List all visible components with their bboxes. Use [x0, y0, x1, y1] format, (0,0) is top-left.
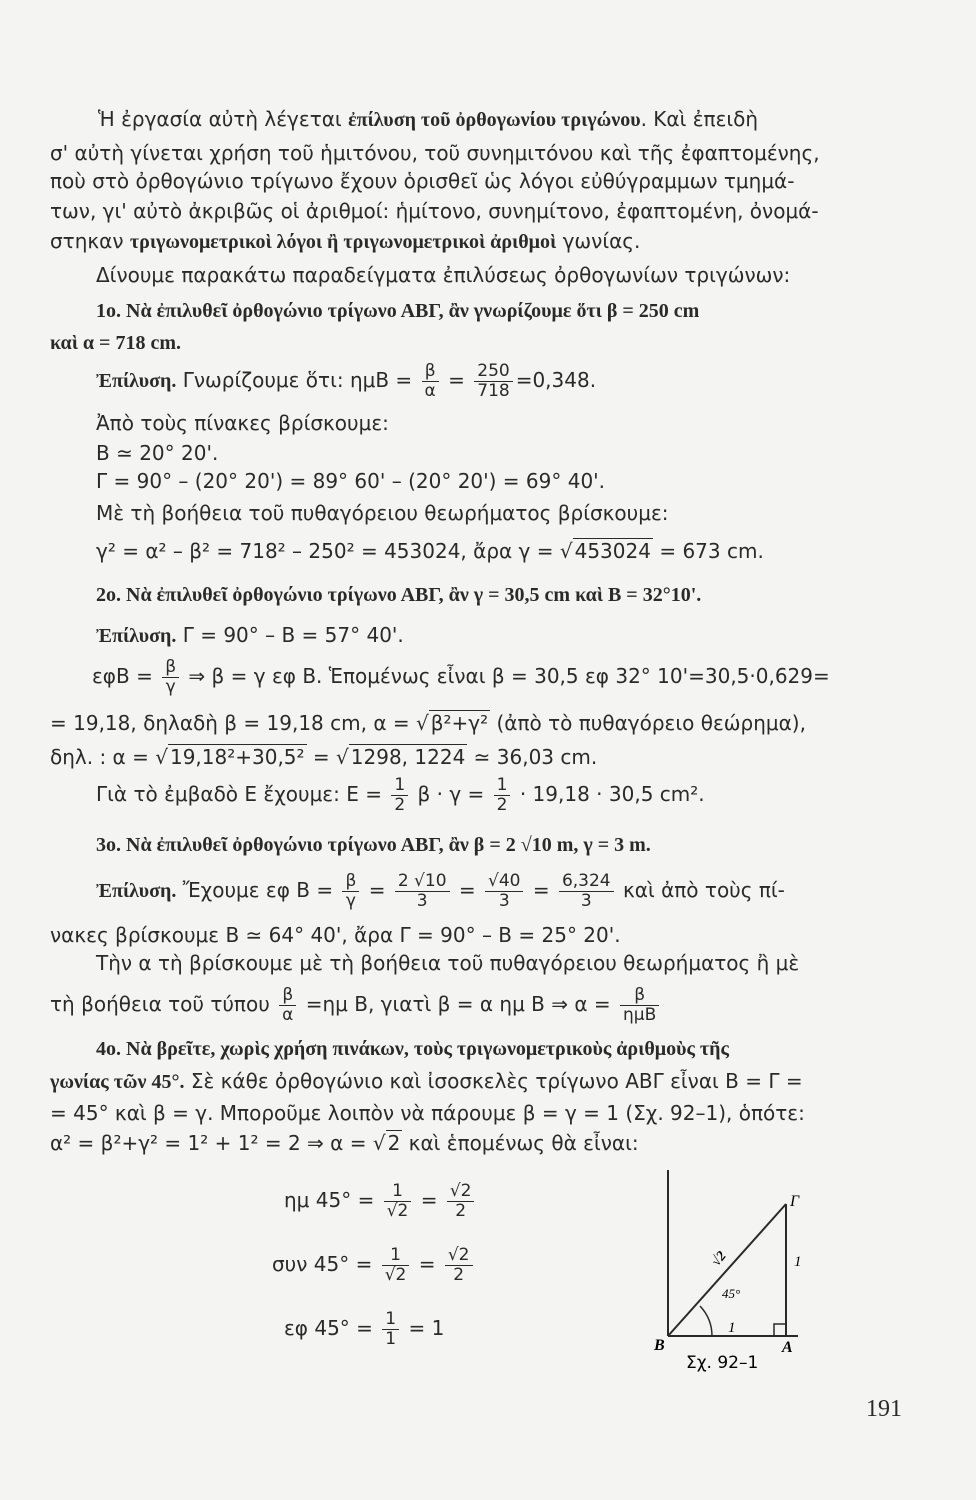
fraction: $\frac{250}{718}$ [474, 362, 512, 401]
side-label-right: 1 [794, 1254, 802, 1270]
example-4-line-4: α² = β²+γ² = 1² + 1² = 2 ⇒ α = √ 2 καὶ ἑπομένως θὰ εἶναι: [50, 1131, 639, 1155]
fraction: $\frac{2 √10}{3}$ [395, 872, 450, 911]
sin-45-formula: ημ 45° = $\frac{1}{√2}$ = $\frac{√2}{2}$ [284, 1178, 477, 1222]
fraction: $\frac{\beta}{\alpha}$ [422, 362, 439, 401]
fraction: $\frac{\beta}{\alpha}$ [279, 986, 296, 1025]
fraction: $\frac{1}{1}$ [382, 1310, 399, 1349]
intro-line-5: στηκαν τριγωνομετρικοὶ λόγοι ἢ τριγωνομετρικοὶ ἀριθμοὶ γωνίας. [50, 229, 641, 253]
fraction: $\frac{1}{2}$ [391, 776, 408, 815]
tan-45-formula: εφ 45° = $\frac{1}{1}$ = 1 [284, 1309, 445, 1349]
cos-45-formula: συν 45° = $\frac{1}{√2}$ = $\frac{√2}{2}$ [272, 1242, 476, 1286]
example-3-solution: Ἐπίλυση. Ἔχουμε εφ Β = $\frac{\beta}{\gamma}$ = $\frac{2 √10}{3}$ = $\frac{√40}{3}$ = $\frac{6,324}{3}$ καὶ ἀπὸ τοὺς πί- [96, 871, 785, 911]
page-number: 191 [866, 1396, 902, 1422]
example-1-line-5: Γ = 90° – (20° 20') = 89° 60' – (20° 20') = 69° 40'. [96, 469, 606, 493]
vertex-label-g: Γ [790, 1193, 800, 1210]
example-3-heading: 3ο. Νὰ ἐπιλυθεῖ ὀρθογώνιο τρίγωνο ΑΒΓ, ἂν β = 2 √10 m, γ = 3 m. [96, 834, 651, 856]
example-1-line-6: Μὲ τὴ βοήθεια τοῦ πυθαγόρειου θεωρήματος βρίσκουμε: [96, 501, 669, 525]
side-label-base: 1 [728, 1320, 736, 1336]
example-4-line-2: γωνίας τῶν 45°. Σὲ κάθε ὀρθογώνιο καὶ ἰσοσκελὲς τρίγωνο ΑΒΓ εἶναι Β = Γ = [50, 1069, 803, 1093]
fraction: $\frac{6,324}{3}$ [559, 872, 614, 911]
right-angle-mark [774, 1324, 786, 1336]
fraction: $\frac{1}{2}$ [494, 776, 511, 815]
example-1-solution: Ἐπίλυση. Γνωρίζουμε ὅτι: ημΒ = $\frac{\beta}{\alpha}$ = $\frac{250}{718}$ =0,348. [96, 361, 597, 401]
example-2-line-4: = 19,18, δηλαδὴ β = 19,18 cm, α = √ β²+γ² (ἀπὸ τὸ πυθαγόρειο θεώρημα), [50, 711, 806, 735]
fraction: $\frac{√2}{2}$ [447, 1182, 475, 1221]
figure-caption: Σχ. 92–1 [686, 1353, 759, 1373]
fraction: $\frac{1}{√2}$ [382, 1246, 410, 1285]
figure-right-triangle [640, 1160, 840, 1390]
triangle-hypotenuse [668, 1204, 786, 1336]
example-4-heading: 4ο. Νὰ βρεῖτε, χωρὶς χρήση πινάκων, τοὺς τριγωνομετρικοὺς ἀριθμοὺς τῆς [96, 1038, 729, 1060]
fraction: $\frac{√2}{2}$ [445, 1246, 473, 1285]
example-2-line-5: δηλ. : α = √ 19,18²+30,5² = √ 1298, 1224 ≃ 36,03 cm. [50, 745, 598, 769]
example-4-line-3: = 45° καὶ β = γ. Μποροῦμε λοιπὸν νὰ πάρουμε β = γ = 1 (Σχ. 92–1), ὁπότε: [50, 1101, 805, 1125]
fraction: $\frac{√40}{3}$ [485, 872, 523, 911]
angle-label: 45° [722, 1286, 741, 1301]
example-3-line-4: Τὴν α τὴ βρίσκουμε μὲ τὴ βοήθεια τοῦ πυθαγόρειου θεωρήματος ἢ μὲ [96, 951, 800, 975]
example-2-line-6: Γιὰ τὸ ἐμβαδὸ Ε ἔχουμε: Ε = $\frac{1}{2}$ β · γ = $\frac{1}{2}$ · 19,18 · 30,5 cm². [96, 775, 705, 815]
intro-line-6: Δίνουμε παρακάτω παραδείγματα ἐπιλύσεως ὀρθογωνίων τριγώνων: [96, 263, 791, 287]
vertex-label-a: Α [782, 1339, 793, 1356]
example-1-heading: 1ο. Νὰ ἐπιλυθεῖ ὀρθογώνιο τρίγωνο ΑΒΓ, ἂν γνωρίζουμε ὅτι β = 250 cm [96, 300, 700, 322]
fraction: $\frac{\beta}{\gamma}$ [162, 658, 179, 697]
side-label-hypotenuse: √2 [708, 1248, 730, 1270]
intro-line-4: των, γι' αὐτὸ ἀκριβῶς οἱ ἀριθμοί: ἡμίτονο, συνημίτονο, ἐφαπτομένη, ὀνομά- [50, 199, 819, 223]
fraction: $\frac{1}{√2}$ [384, 1182, 412, 1221]
angle-arc [700, 1306, 712, 1336]
example-1-heading-cont: καὶ α = 718 cm. [50, 332, 181, 354]
fraction: $\frac{\beta}{\text{ημΒ}}$ [620, 986, 659, 1025]
example-1-line-7: γ² = α² – β² = 718² – 250² = 453024, ἄρα γ = √ 453024 = 673 cm. [96, 539, 764, 563]
example-3-line-3: νακες βρίσκουμε Β ≃ 64° 40', ἄρα Γ = 90° – Β = 25° 20'. [50, 923, 621, 947]
fraction: $\frac{\beta}{\gamma}$ [342, 872, 359, 911]
intro-line-1: Ἡ ἐργασία αὐτὴ λέγεται ἐπίλυση τοῦ ὀρθογωνίου τριγώνου. Καὶ ἐπειδὴ [98, 107, 759, 131]
example-1-line-3: Ἀπὸ τοὺς πίνακες βρίσκουμε: [96, 411, 389, 435]
intro-line-3: ποὺ στὸ ὀρθογώνιο τρίγωνο ἔχουν ὁρισθεῖ ὡς λόγοι εὐθύγραμμων τμημά- [50, 169, 795, 193]
example-1-line-4: Β ≃ 20° 20'. [96, 441, 219, 465]
example-2-line-3: εφΒ = $\frac{\beta}{\gamma}$ ⇒ β = γ εφ Β. Ἑπομένως εἶναι β = 30,5 εφ 32° 10'=30,5·0,629= [92, 657, 830, 697]
example-2-solution: Ἐπίλυση. Γ = 90° – Β = 57° 40'. [96, 623, 404, 647]
vertex-label-b: Β [654, 1337, 665, 1354]
example-3-line-5: τὴ βοήθεια τοῦ τύπου $\frac{\beta}{\alpha}$ =ημ Β, γιατὶ β = α ημ Β ⇒ α = $\frac{\beta}{\text{ημΒ}}$ [50, 984, 662, 1025]
example-2-heading: 2ο. Νὰ ἐπιλυθεῖ ὀρθογώνιο τρίγωνο ΑΒΓ, ἂν γ = 30,5 cm καὶ Β = 32°10'. [96, 584, 702, 606]
intro-line-2: σ' αὐτὴ γίνεται χρήση τοῦ ἡμιτόνου, τοῦ συνημιτόνου καὶ τῆς ἐφαπτομένης, [50, 141, 820, 165]
